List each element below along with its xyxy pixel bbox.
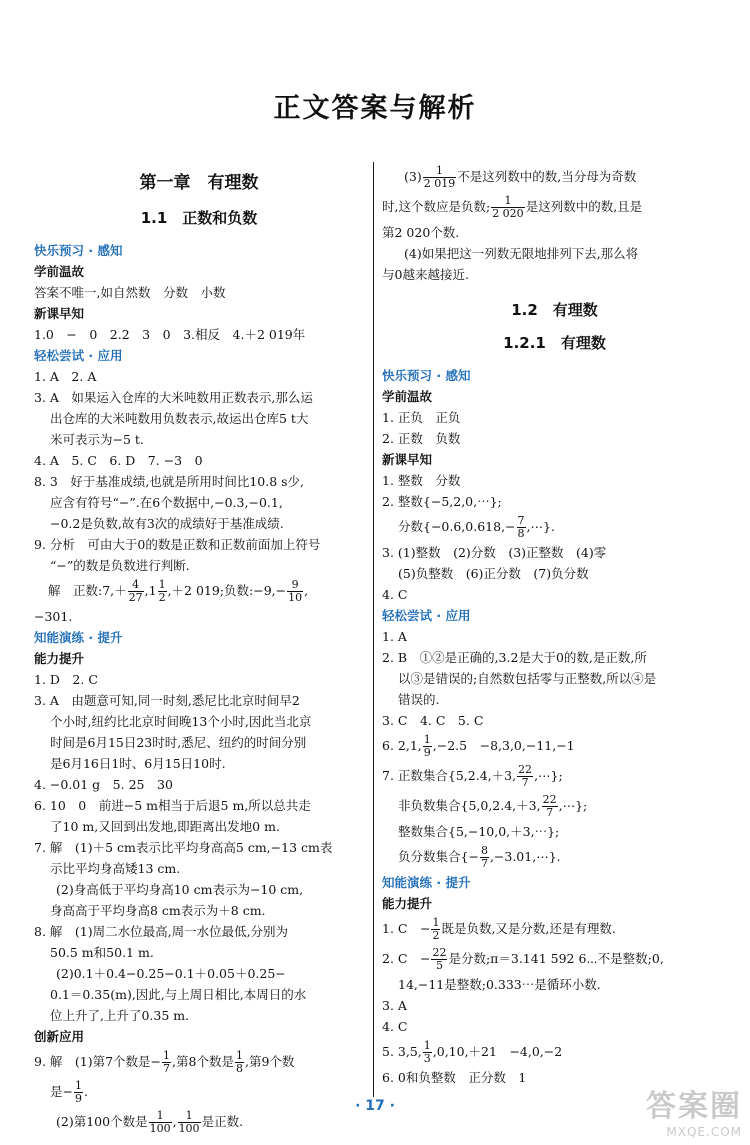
answer-line: 错误的. (398, 692, 440, 707)
text: 时,这个数应是负数; (382, 199, 491, 214)
text: ,第9个数 (244, 1054, 295, 1069)
text: ,−2.5 −8,3,0,−11,−1 (432, 738, 575, 753)
numerator: 8 (480, 844, 488, 857)
denominator: 9 (74, 1092, 82, 1105)
answer-line (382, 192, 727, 222)
answer-line: 时间是6月15日23时时,悉尼、纽约的时间分别 (50, 735, 307, 750)
answer-line: 第2 020个数. (382, 225, 460, 240)
heading-try: 轻松尝试 · 应用 (34, 348, 123, 363)
subsection-title: 1.2.1 有理数 (503, 334, 606, 352)
chapter-title: 第一章 有理数 (139, 173, 259, 193)
page-title: 正文答案与解析 (273, 93, 477, 124)
answer-line: 4. −0.01 g 5. 25 30 (34, 777, 173, 792)
subheading-new: 新课早知 (34, 306, 85, 321)
fraction (287, 579, 303, 604)
denominator: 10 (288, 591, 303, 604)
answer-line: −0.2是负数,故有3次的成绩好于基准成绩. (50, 516, 284, 531)
text: , (172, 1114, 177, 1129)
answer-line: 是6月16日1时、6月15日10时. (50, 756, 226, 771)
heading-practice: 知能演练 · 提升 (34, 630, 123, 645)
answer-line: 6. 0和负整数 正分数 1 (382, 1070, 527, 1085)
answer-line: “−”的数是负数进行判断. (50, 558, 190, 573)
answer-line: 3. (1)整数 (2)分数 (3)正整数 (4)零 (382, 545, 607, 560)
fraction (491, 195, 525, 220)
answer-line: 8. 解 (1)周二水位最高,周一水位最低,分别为 (34, 924, 289, 939)
answer-line: 1. 整数 分数 (382, 473, 461, 488)
denominator: 3 (423, 1052, 431, 1065)
text: ,⋯}. (526, 519, 555, 534)
denominator: 8 (235, 1062, 243, 1075)
answer-line: 8. 3 好于基准成绩,也就是所用时间比10.8 s少, (34, 474, 305, 489)
page-number: · 17 · (355, 1098, 395, 1114)
fraction (542, 794, 558, 819)
answer-line: (2)0.1＋0.4−0.25−0.1＋0.05＋0.25− (56, 966, 286, 981)
text: ,⋯}; (558, 798, 588, 813)
answer-line (382, 914, 727, 944)
answer-line: 1.0 − 0 2.2 3 0 3.相反 4.＋2 019年 (34, 327, 306, 342)
numerator: 22 (518, 763, 533, 776)
answer-line (382, 162, 727, 192)
text: 5. 3,5, (382, 1044, 422, 1059)
answer-line: 7. 解 (1)＋5 cm表示比平均身高高5 cm,−13 cm表 (34, 840, 333, 855)
answer-line: 3. A (382, 998, 407, 1013)
numerator: 7 (517, 514, 525, 527)
text: 7. 正数集合{5,2.4,＋3, (382, 768, 517, 783)
fraction (235, 1050, 244, 1075)
answer-line: 2. B ①②是正确的,3.2是大于0的数,是正数,所 (382, 650, 647, 665)
text: 是− (50, 1084, 73, 1099)
heading-practice: 知能演练 · 提升 (382, 875, 471, 890)
answer-line: 14,−11是整数;0.333⋯是循环小数. (398, 977, 601, 992)
answer-line (382, 761, 727, 791)
subheading-ability: 能力提升 (34, 651, 85, 666)
fraction (517, 515, 526, 540)
answer-line (382, 791, 727, 821)
answer-line: 1. A (382, 629, 407, 644)
answer-line: (5)负整数 (6)正分数 (7)负分数 (398, 566, 589, 581)
text: 负分数集合{− (398, 849, 479, 864)
numerator: 1 (158, 578, 166, 591)
answer-line: 以③是错误的;自然数包括零与正整数,所以④是 (398, 671, 657, 686)
numerator: 1 (423, 165, 457, 178)
section-title: 1.2 有理数 (511, 301, 598, 319)
numerator: 1 (149, 1110, 172, 1123)
answer-line: 整数集合{5,−10,0,＋3,⋯}; (398, 824, 560, 839)
fraction (162, 1050, 171, 1075)
denominator: 7 (480, 857, 488, 870)
right-column (382, 162, 727, 1088)
answer-line: 4. C (382, 587, 408, 602)
text: ,＋2 019;负数:−9,− (167, 583, 287, 598)
text: . (83, 1084, 88, 1099)
answer-line: 1. 正负 正负 (382, 410, 461, 425)
answer-line: 2. 正数 负数 (382, 431, 461, 446)
answer-line: 位上升了,上升了0.35 m. (50, 1008, 190, 1023)
text: (2)第100个数是 (56, 1114, 148, 1129)
fraction (431, 917, 440, 942)
text: , (304, 583, 309, 598)
answer-line: 1. D 2. C (34, 672, 98, 687)
text: 是这列数中的数,且是 (525, 199, 643, 214)
column-divider (373, 162, 374, 1097)
denominator: 5 (435, 959, 443, 972)
numerator: 1 (178, 1110, 201, 1123)
denominator: 8 (517, 527, 525, 540)
fraction (128, 579, 144, 604)
numerator: 1 (163, 1049, 171, 1062)
text: 分数{−0.6,0.618,− (398, 519, 516, 534)
watermark-logo: 答案圈 (646, 1089, 742, 1124)
answer-line (382, 944, 727, 974)
answer-line: 3. A 由题意可知,同一时刻,悉尼比北京时间早2 (34, 693, 300, 708)
denominator: 2 (432, 929, 440, 942)
text: ,0,10,＋21 −4,0,−2 (432, 1044, 563, 1059)
answer-line: 米可表示为−5 t. (50, 432, 144, 447)
text: 既是负数,又是分数,还是有理数. (441, 921, 616, 936)
denominator: 100 (149, 1122, 171, 1135)
text: 是分数;π＝3.141 592 6⋯不是整数;0, (448, 951, 664, 966)
answer-line (382, 731, 727, 761)
subheading-ability: 能力提升 (382, 896, 433, 911)
numerator: 1 (432, 916, 440, 929)
answer-line: 身高高于平均身高8 cm表示为＋8 cm. (50, 903, 266, 918)
numerator: 1 (235, 1049, 243, 1062)
subheading-review: 学前温故 (34, 264, 85, 279)
answer-line: 9. 分析 可由大于0的数是正数和正数前面加上符号 (34, 537, 321, 552)
fraction (158, 579, 167, 604)
text: ,第8个数是 (172, 1054, 234, 1069)
denominator: 2 020 (492, 207, 524, 220)
answer-line: 了10 m,又回到出发地,即距离出发地0 m. (50, 819, 280, 834)
left-column (34, 168, 364, 1137)
numerator: 9 (287, 579, 303, 592)
text: 是正数. (201, 1114, 244, 1129)
answer-line: 个小时,纽约比北京时间晚13个小时,因此当北京 (50, 714, 312, 729)
numerator: 1 (491, 195, 525, 208)
answer-line: 3. C 4. C 5. C (382, 713, 484, 728)
text: 9. 解 (1)第7个数是− (34, 1054, 162, 1069)
denominator: 7 (521, 776, 529, 789)
answer-line: 4. C (382, 1019, 408, 1034)
fraction (423, 165, 457, 190)
answer-line: 0.1＝0.35(m),因此,与上周日相比,本周日的水 (50, 987, 307, 1002)
text: ,−3.01,⋯}. (489, 849, 561, 864)
heading-try: 轻松尝试 · 应用 (382, 608, 471, 623)
answer-line: −301. (34, 609, 73, 624)
answer-line (382, 1037, 727, 1067)
answer-line: 与0越来越接近. (382, 267, 469, 282)
denominator: 7 (546, 806, 554, 819)
text: ,1 (144, 583, 157, 598)
numerator: 4 (128, 579, 144, 592)
fraction (480, 845, 489, 870)
text: 非负数集合{5,0,2.4,＋3, (398, 798, 541, 813)
answer-line: 答案不唯一,如自然数 分数 小数 (34, 285, 226, 300)
text: (3) (404, 169, 422, 184)
numerator: 1 (423, 1039, 431, 1052)
numerator: 22 (432, 946, 447, 959)
answer-line: 应含有符号“−”.在6个数据中,−0.3,−0.1, (50, 495, 283, 510)
answer-line: 3. A 如果运入仓库的大米吨数用正数表示,那么运 (34, 390, 313, 405)
denominator: 2 (158, 591, 166, 604)
answer-line: 4. A 5. C 6. D 7. −3 0 (34, 453, 203, 468)
fraction (517, 764, 533, 789)
answer-line: 2. 整数{−5,2,0,⋯}; (382, 494, 502, 509)
answer-line: 6. 10 0 前进−5 m相当于后退5 m,所以总共走 (34, 798, 311, 813)
subheading-innovation: 创新应用 (34, 1029, 85, 1044)
fraction (431, 947, 447, 972)
numerator: 1 (423, 733, 431, 746)
heading-preview: 快乐预习 · 感知 (382, 368, 471, 383)
text: ,⋯}; (534, 768, 563, 783)
section-title: 1.1 正数和负数 (140, 209, 258, 227)
answer-line: 示比平均身高矮13 cm. (50, 861, 181, 876)
text: 1. C − (382, 921, 431, 936)
answer-line: (2)身高低于平均身高10 cm表示为−10 cm, (56, 882, 304, 897)
watermark (646, 1081, 742, 1139)
answer-line: 1. A 2. A (34, 369, 97, 384)
heading-preview: 快乐预习 · 感知 (34, 243, 123, 258)
subheading-review: 学前温故 (382, 389, 433, 404)
denominator: 100 (178, 1122, 200, 1135)
subheading-new: 新课早知 (382, 452, 433, 467)
numerator: 1 (74, 1079, 82, 1092)
answer-line: 50.5 m和50.1 m. (50, 945, 154, 960)
answer-line (382, 512, 727, 542)
answer-line: (4)如果把这一列数无限地排列下去,那么将 (404, 246, 639, 261)
text: 2. C − (382, 951, 431, 966)
denominator: 27 (128, 591, 143, 604)
answer-line (34, 1047, 364, 1077)
watermark-url: MXQE.COM (666, 1125, 742, 1139)
answer-line (382, 842, 727, 872)
denominator: 9 (423, 746, 431, 759)
numerator: 22 (542, 793, 557, 806)
fraction (423, 1040, 432, 1065)
text: 6. 2,1, (382, 738, 422, 753)
denominator: 7 (163, 1062, 171, 1075)
answer-line: 出仓库的大米吨数用负数表示,故运出仓库5 t大 (50, 411, 309, 426)
denominator: 2 019 (423, 177, 456, 190)
fraction (423, 734, 432, 759)
answer-line (34, 576, 364, 606)
text: 解 正数:7,＋ (48, 583, 127, 598)
text: 不是这列数中的数,当分母为奇数 (457, 169, 637, 184)
